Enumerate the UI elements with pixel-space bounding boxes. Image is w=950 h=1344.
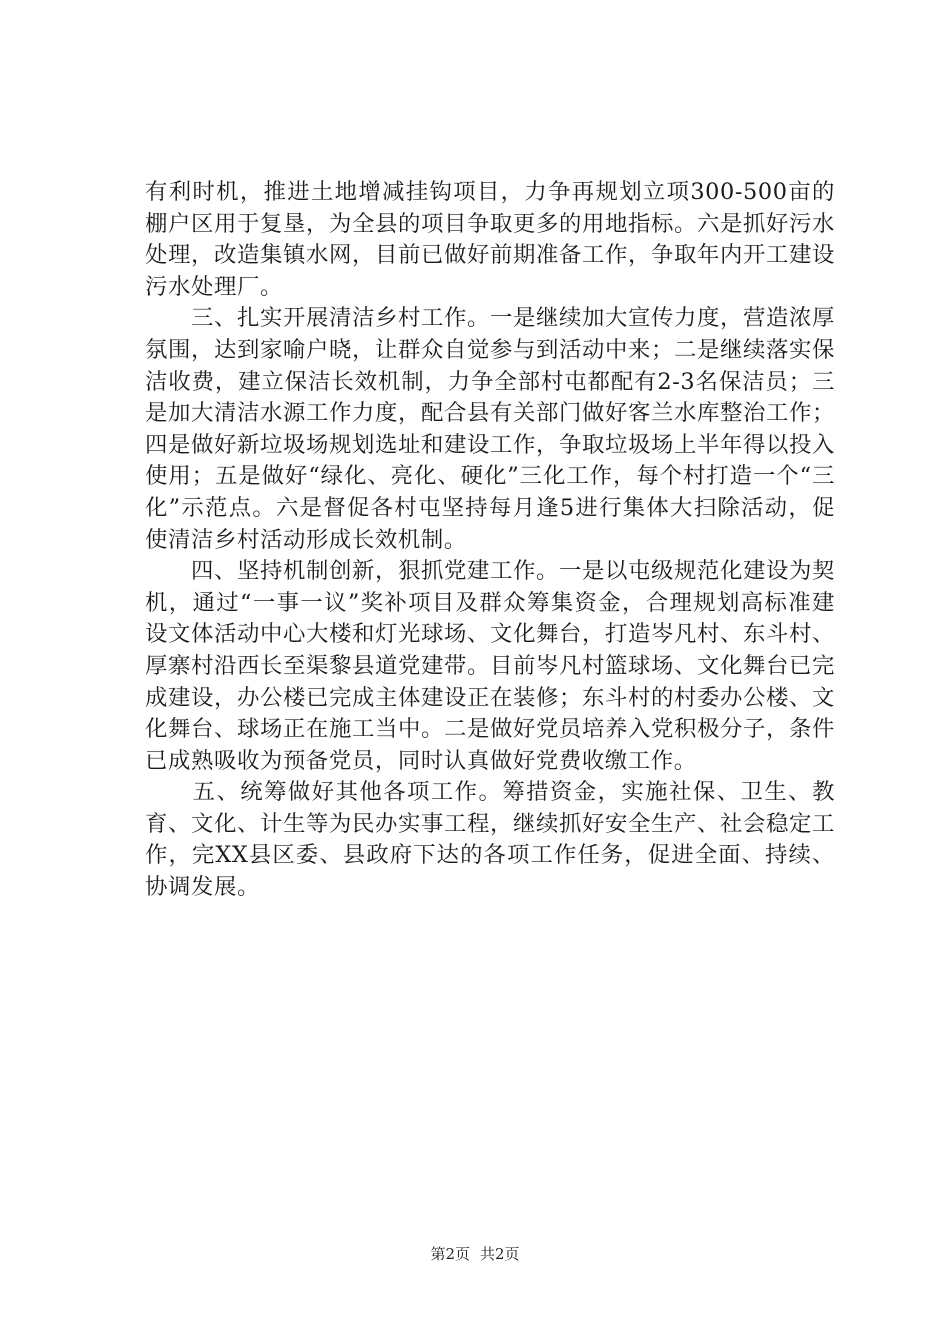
paragraph-party-building: 四、坚持机制创新，狠抓党建工作。一是以屯级规范化建设为契机，通过“一事一议”奖补项目及群众筹集资金，合理规划高标准建设文体活动中心大楼和灯光球场、文化舞台，打造岑凡村、东斗村、厚寨村沿西长至渠黎县道党建带。目前岑凡村篮球场、文化舞台已完成建设，办公楼已完成主体建设正在装修；东斗村的村委办公楼、文化舞台、球场正在施工当中。二是做好党员培养入党积极分子，条件已成熟吸收为预备党员，同时认真做好党费收缴工作。 xyxy=(145,558,835,774)
page-number-current: 第2页 xyxy=(430,1245,470,1263)
paragraph-land-and-sewage: 有利时机，推进土地增减挂钩项目，力争再规划立项300-500亩的棚户区用于复垦，为全县的项目争取更多的用地指标。六是抓好污水处理，改造集镇水网，目前已做好前期准备工作，争取年内开工建设污水处理厂。 xyxy=(145,179,835,300)
page-number-total: 共2页 xyxy=(480,1245,520,1263)
paragraph-clean-villages: 三、扎实开展清洁乡村工作。一是继续加大宣传力度，营造浓厚氛围，达到家喻户晓，让群众自觉参与到活动中来；二是继续落实保洁收费，建立保洁长效机制，力争全部村屯都配有2-3名保洁员；三是加大清洁水源工作力度，配合县有关部门做好客兰水库整治工作；四是做好新垃圾场规划选址和建设工作，争取垃圾场上半年得以投入使用；五是做好“绿化、亮化、硬化”三化工作，每个村打造一个“三化”示范点。六是督促各村屯坚持每月逢5进行集体大扫除活动，促使清洁乡村活动形成长效机制。 xyxy=(145,305,835,553)
page-footer xyxy=(0,1244,950,1264)
paragraph-other-work: 五、统筹做好其他各项工作。筹措资金，实施社保、卫生、教育、文化、计生等为民办实事工程，继续抓好安全生产、社会稳定工作，完XX县区委、县政府下达的各项工作任务，促进全面、持续、协调发展。 xyxy=(145,779,835,901)
document-body xyxy=(145,177,835,904)
